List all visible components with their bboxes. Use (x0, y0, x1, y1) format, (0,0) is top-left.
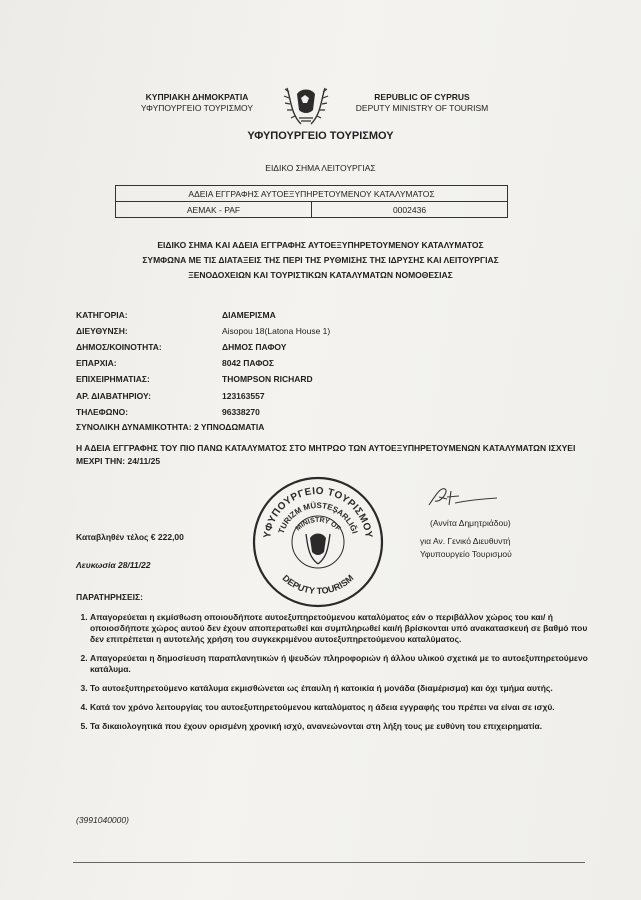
legal-heading (0, 238, 641, 283)
address-value: Aisopou 18(Latona House 1) (222, 326, 331, 336)
signature-icon (425, 483, 500, 511)
registration-number: 0002436 (312, 202, 508, 218)
stamp-middle-text: TURIZM MÜSTEŞARLIĞI (276, 500, 360, 535)
legal-heading-line: ΞΕΝΟΔΟΧΕΙΩΝ ΚΑΙ ΤΟΥΡΙΣΤΙΚΩΝ ΚΑΤΑΛΥΜΑΤΩΝ ΝΟΜΟΘΕΣΙΑΣ (188, 270, 453, 280)
municipality-label: ΔΗΜΟΣ/ΚΟΙΝΟΤΗΤΑ: (76, 342, 162, 352)
header-right-line2: DEPUTY MINISTRY OF TOURISM (355, 103, 489, 113)
footer-divider (73, 862, 585, 863)
signatory-role-line2: Υφυπουργείο Τουρισμού (420, 549, 512, 559)
passport-label: ΑΡ. ΔΙΑΒΑΤΗΡΙΟΥ: (76, 391, 151, 401)
registration-heading: ΑΔΕΙΑ ΕΓΓΡΑΦΗΣ ΑΥΤΟΕΞΥΠΗΡΕΤΟΥΜΕΝΟΥ ΚΑΤΑΛΥΜΑΤΟΣ (116, 186, 508, 202)
legal-heading-line: ΕΙΔΙΚΟ ΣΗΜΑ ΚΑΙ ΑΔΕΙΑ ΕΓΓΡΑΦΗΣ ΑΥΤΟΕΞΥΠΗΡΕΤΟΥΜΕΝΟΥ ΚΑΤΑΛΥΜΑΤΟΣ (157, 240, 484, 250)
owner-value: THOMPSON RICHARD (222, 374, 313, 384)
cyprus-emblem-icon (279, 80, 333, 130)
note-item: 2. Απαγορεύεται η δημοσίευση παραπλανητικών ή ψευδών πληροφοριών ή άλλου υλικού σχετικά με το αυτοεξυπηρετούμενο κατάλυμα. (90, 653, 600, 675)
document-code: (3991040000) (76, 815, 129, 825)
note-item: 4. Κατά τον χρόνο λειτουργίας του αυτοεξυπηρετούμενου καταλύματος η άδεια εγγραφής του πρέπει να είναι σε ισχύ. (90, 702, 600, 713)
header-left-line2: ΥΦΥΠΟΥΡΓΕΙΟ ΤΟΥΡΙΣΜΟΥ (140, 103, 254, 113)
validity-text: Η ΑΔΕΙΑ ΕΓΓΡΑΦΗΣ ΤΟΥ ΠΙΟ ΠΑΝΩ ΚΑΤΑΛΥΜΑΤΟΣ ΣΤΟ ΜΗΤΡΩΟ ΤΩΝ ΑΥΤΟΕΞΥΠΗΡΕΤΟΥΜΕΝΩΝ ΚΑΤΑΛΥΜΑΤΩΝ ΙΣΧΥΕΙ ΜΕΧΡΙ ΤΗΝ: 24/11/25 (76, 443, 576, 466)
capacity-text: ΣΥΝΟΛΙΚΗ ΔΥΝΑΜΙΚΟΤΗΤΑ: 2 ΥΠΝΟΔΩΜΑΤΙΑ (76, 422, 265, 432)
signatory-role-line1: για Αν. Γενικό Διευθυντή (420, 536, 511, 546)
owner-label: ΕΠΙΧΕΙΡΗΜΑΤΙΑΣ: (76, 374, 150, 384)
header-left (132, 92, 262, 114)
legal-heading-line: ΣΥΜΦΩΝΑ ΜΕ ΤΙΣ ΔΙΑΤΑΞΕΙΣ ΤΗΣ ΠΕΡΙ ΤΗΣ ΡΥΘΜΙΣΗΣ ΤΗΣ ΙΔΡΥΣΗΣ ΚΑΙ ΛΕΙΤΟΥΡΓΙΑΣ (142, 255, 499, 265)
header-right (342, 92, 502, 114)
note-item: 5. Τα δικαιολογητικά που έχουν ορισμένη χρονική ισχύ, ανανεώνονται στη λήξη τους με ευθύνη του επιχειρηματία. (90, 721, 600, 732)
passport-value: 123163557 (222, 391, 265, 401)
stamp-top-text: ΥΦΥΠΟΥΡΓΕΙΟ ΤΟΥΡΙΣΜΟΥ (262, 485, 374, 539)
phone-value: 96338270 (222, 407, 260, 417)
signatory-name: (Αννίτα Δημητριάδου) (430, 518, 511, 528)
stamp-inner-text: MINISTRY OF (294, 516, 342, 533)
ministry-title: ΥΦΥΠΟΥΡΓΕΙΟ ΤΟΥΡΙΣΜΟΥ (247, 130, 394, 142)
district-value: 8042 ΠΑΦΟΣ (222, 358, 275, 368)
signatory-role (420, 535, 512, 561)
municipality-value: ΔΗΜΟΣ ΠΑΦΟΥ (222, 342, 287, 352)
stamp-emblem-icon (306, 534, 330, 565)
header-left-line1: ΚΥΠΡΙΑΚΗ ΔΗΜΟΚΡΑΤΙΑ (145, 92, 249, 102)
category-label: ΚΑΤΗΓΟΡΙΑ: (76, 310, 128, 320)
document-subtitle: ΕΙΔΙΚΟ ΣΗΜΑ ΛΕΙΤΟΥΡΓΙΑΣ (265, 163, 376, 173)
address-label: ΔΙΕΥΘΥΝΣΗ: (76, 326, 128, 336)
note-item: 1. Απαγορεύεται η εκμίσθωση οποιουδήποτε αυτοεξυπηρετούμενου καταλύματος εάν ο περιβάλλον χώρος του και/ ή οποιοσδήποτε χώρος αυτού δεν έχουν αποπερατωθεί και συμπληρωθεί και/ή βρίσκονται υπό ανακατασκευή σε βαθμό που δεν επιτρέπεται η αυτοτελής χρήση του συγκεκριμένου αυτοεξυπηρετούμενου καταλύματος. (90, 612, 600, 645)
official-stamp (248, 472, 388, 612)
stamp-bottom-text: DEPUTY TOURISM (280, 572, 356, 597)
registration-table (115, 185, 508, 218)
registration-code: ΑΕΜΑΚ - PAF (116, 202, 312, 218)
district-label: ΕΠΑΡΧΙΑ: (76, 358, 117, 368)
category-value: ΔΙΑΜΕΡΙΣΜΑ (222, 310, 276, 320)
svg-text:MINISTRY OF (295, 517, 342, 533)
fee-text: Καταβληθέν τέλος € 222,00 (76, 532, 184, 542)
notes-title: ΠΑΡΑΤΗΡΗΣΕΙΣ: (76, 592, 143, 602)
notes-list (76, 612, 600, 740)
header-right-line1: REPUBLIC OF CYPRUS (374, 92, 470, 102)
note-item: 3. Το αυτοεξυπηρετούμενο κατάλυμα εκμισθώνεται ως έπαυλη ή κατοικία ή μονάδα (διαμέρισμα) και όχι τμήμα αυτής. (90, 683, 600, 694)
svg-text:DEPUTY TOURISM (281, 573, 356, 596)
phone-label: ΤΗΛΕΦΩΝΟ: (76, 407, 129, 417)
place-date: Λευκωσία 28/11/22 (76, 560, 151, 570)
